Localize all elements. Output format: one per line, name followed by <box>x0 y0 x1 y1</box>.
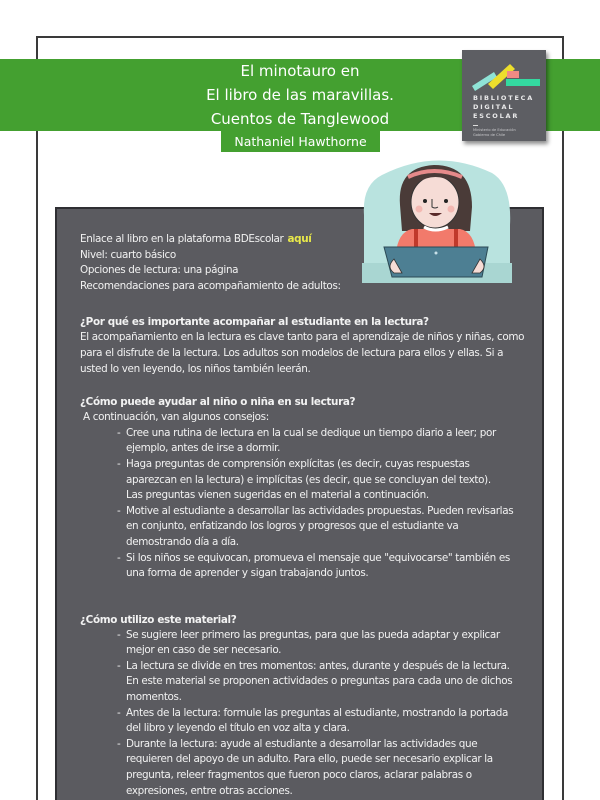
book-link-line <box>80 232 525 248</box>
title-line-2: El libro de las maravillas. <box>206 86 394 104</box>
reading-options-line: Opciones de lectura: una página <box>80 264 239 277</box>
logo-text: BIBLIOTECA DIGITAL ESCOLAR <box>473 94 535 120</box>
logo-ministry-text: Ministerio de Educación Gobierno de Chile <box>473 128 516 137</box>
tips-list <box>80 426 525 582</box>
paragraph-line: para el disfrute de la lectura. Los adultos son modelos de lectura para ellos y ellas. Si a <box>80 346 504 359</box>
list-item: - Si los niños se equivocan, promueva el mensaje que "equivocarse" también es una forma de aprender y sigan trabajando juntos. <box>117 551 525 582</box>
section-heading: ¿Por qué es importante acompañar al estudiante en la lectura? <box>80 316 429 329</box>
title-line-3: Cuentos de Tanglewood <box>210 110 390 128</box>
list-item: - Cree una rutina de lectura en la cual se dedique un tiempo diario a leer; por ejemplo, antes de irse a dormir. <box>117 426 525 457</box>
paragraph-line: usted lo ven leyendo, los niños también leerán. <box>80 362 311 375</box>
section-intro: A continuación, van algunos consejos: <box>83 411 269 424</box>
title-line-1: El minotauro en <box>240 62 360 80</box>
biblioteca-digital-escolar-logo <box>462 50 546 141</box>
usage-list <box>80 628 525 800</box>
paragraph-line: El acompañamiento en la lectura es clave tanto para el aprendizaje de niños y niñas, como <box>80 331 525 344</box>
list-item: - La lectura se divide en tres momentos: antes, durante y después de la lectura. En este material se proponen actividades o preguntas para cada uno de dichos momentos. <box>117 659 525 706</box>
book-link-prefix: Enlace al libro en la plataforma BDEscolar <box>80 233 284 245</box>
author-name: Nathaniel Hawthorne <box>234 133 367 149</box>
list-item: - Durante la lectura: ayude al estudiante a desarrollar las actividades que requieren del apoyo de un adulto. Para ello, puede ser necesario explicar la pregunta, releer fragmentos que fueron poco claros, aclarar palabras o expresiones, entre otras acciones. <box>117 737 525 799</box>
list-item: - Se sugiere leer primero las preguntas, para que las pueda adaptar y explicar mejor en caso de ser necesario. <box>117 628 525 659</box>
recommendations-line: Recomendaciones para acompañamiento de adultos: <box>80 279 341 292</box>
list-item: - Motive al estudiante a desarrollar las actividades propuestas. Pueden revisarlas en conjunto, enfatizando los logros y progresos que el estudiante va demostrando día a día. <box>117 504 525 551</box>
list-item: - Antes de la lectura: formule las preguntas al estudiante, mostrando la portada del libro y leyendo el título en voz alta y clara. <box>117 706 525 737</box>
author-label <box>221 130 380 152</box>
section-heading: ¿Cómo utilizo este material? <box>80 613 237 626</box>
section-how-to-use <box>80 612 525 800</box>
section-heading: ¿Cómo puede ayudar al niño o niña en su lectura? <box>80 396 356 409</box>
list-item: - Haga preguntas de comprensión explícitas (es decir, cuyas respuestas aparezcan en la lectura) e implícitas (es decir, que se concluyan del texto). Las preguntas vienen sugeridas en el material a continuación. <box>117 457 525 504</box>
section-why-accompany <box>80 314 525 377</box>
level-line: Nivel: cuarto básico <box>80 248 176 261</box>
book-link[interactable]: aquí <box>287 233 312 245</box>
panel-content <box>80 232 525 799</box>
stacked-books-icon <box>462 50 546 94</box>
section-how-to-help <box>80 394 525 582</box>
logo-divider <box>473 125 478 126</box>
